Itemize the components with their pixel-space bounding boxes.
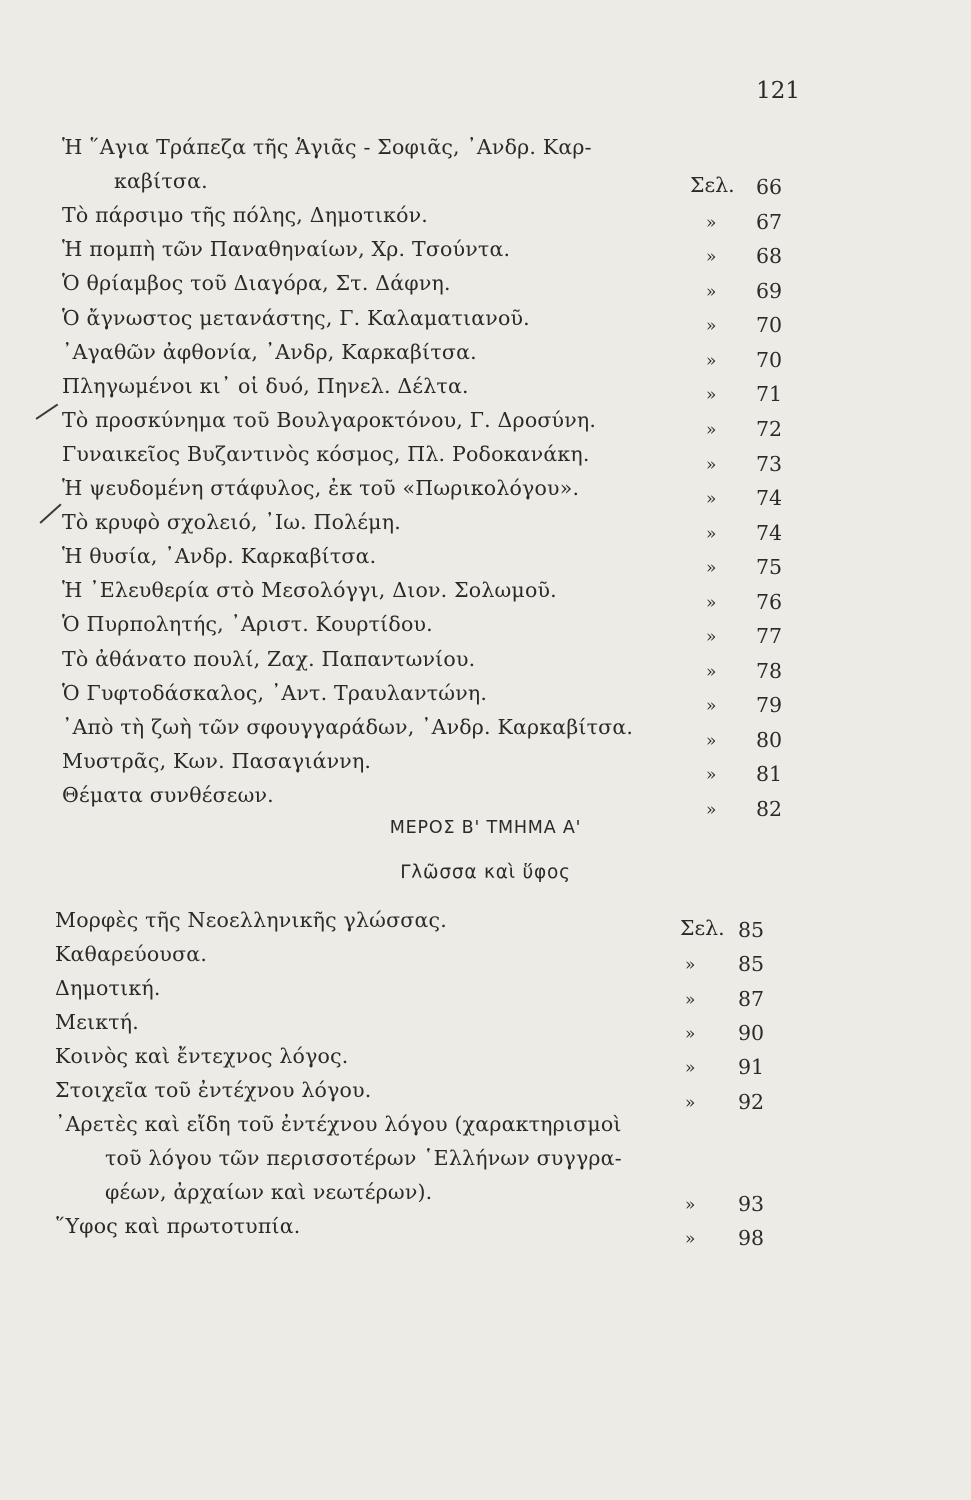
toc-entry-title: Τὸ κρυφὸ σχολειό, ᾿Ιω. Πολέμη. bbox=[62, 510, 401, 535]
toc-entry-page: 74 bbox=[756, 520, 783, 545]
toc-entry-title: Πληγωμένοι κι᾿ οἱ δυό, Πηνελ. Δέλτα. bbox=[62, 373, 469, 398]
toc-entry-ditto-mark: » bbox=[706, 765, 717, 786]
toc-entry-page: 81 bbox=[756, 762, 783, 787]
toc-entry-title: ῞Υφος καὶ πρωτοτυπία. bbox=[55, 1214, 301, 1238]
toc-entry-page: 67 bbox=[756, 209, 783, 234]
toc-entry-ditto-mark: » bbox=[706, 350, 717, 371]
toc-entry-title: Μυστρᾶς, Κων. Πασαγιάννη. bbox=[62, 748, 372, 773]
toc-entry-page: 70 bbox=[756, 313, 783, 338]
section-subtitle: Γλῶσσα καὶ ὕφος bbox=[400, 862, 571, 883]
toc-entry-title: Τὸ πάρσιμο τῆς πόλης, Δημοτικόν. bbox=[62, 203, 429, 228]
toc-entry-ditto-mark: » bbox=[706, 523, 717, 544]
toc-entry-title: Ὁ Γυφτοδάσκαλος, ᾿Αντ. Τραυλαντώνη. bbox=[62, 680, 488, 705]
toc-entry-ditto-mark: » bbox=[706, 730, 717, 751]
toc-entry-page: 79 bbox=[756, 693, 783, 718]
toc-entry-ditto-mark: » bbox=[706, 800, 717, 820]
toc-entry-ditto-mark: Σελ. bbox=[690, 173, 735, 198]
toc-entry-page: 90 bbox=[738, 1020, 765, 1045]
toc-entry-page: 92 bbox=[738, 1089, 765, 1114]
toc-entry-title: Γυναικεῖος Βυζαντινὸς κόσμος, Πλ. Ροδοκανάκη. bbox=[62, 441, 590, 466]
toc-entry-page: 93 bbox=[738, 1191, 765, 1216]
toc-entry-title: Τὸ προσκύνημα τοῦ Βουλγαροκτόνου, Γ. Δροσύνη. bbox=[62, 407, 597, 432]
toc-entry-page: 66 bbox=[756, 175, 783, 200]
toc-entry-title: Ἡ ῞Αγια Τράπεζα τῆς Ἁγιᾶς - Σοφιᾶς, ᾿Ανδρ. Καρ- bbox=[62, 135, 592, 159]
toc-entry-title: Μεικτή. bbox=[55, 1010, 140, 1034]
toc-entry-page: 87 bbox=[738, 986, 765, 1011]
toc-entry-page: 71 bbox=[756, 382, 783, 407]
toc-entry-page: 70 bbox=[756, 347, 783, 372]
toc-entry-ditto-mark: » bbox=[685, 1229, 696, 1250]
toc-entry-title: ᾿Αρετὲς καὶ εἴδη τοῦ ἐντέχνου λόγου (χαρακτηρισμοὶ bbox=[55, 1112, 622, 1136]
toc-entry-ditto-mark: » bbox=[685, 1023, 696, 1044]
toc-entry-title: καβίτσα. bbox=[114, 169, 208, 194]
toc-entry-ditto-mark: » bbox=[706, 558, 717, 579]
toc-entry-page: 78 bbox=[756, 658, 783, 683]
toc-entry-title: Στοιχεῖα τοῦ ἐντέχνου λόγου. bbox=[55, 1078, 372, 1102]
toc-entry-page: 68 bbox=[756, 244, 783, 269]
toc-entry-page: 73 bbox=[756, 451, 783, 476]
toc-entry-ditto-mark: » bbox=[685, 1092, 696, 1113]
toc-entry-title: Ἡ ᾿Ελευθερία στὸ Μεσολόγγι, Διον. Σολωμοῦ. bbox=[62, 578, 557, 603]
toc-entry-page: 74 bbox=[756, 486, 783, 511]
toc-entry-title: φέων, ἀρχαίων καὶ νεωτέρων). bbox=[105, 1180, 433, 1204]
toc-entry-title: τοῦ λόγου τῶν περισσοτέρων ῾Ελλήνων συγγρα- bbox=[105, 1146, 622, 1170]
toc-entry-page: 69 bbox=[756, 278, 783, 303]
toc-entry-ditto-mark: Σελ. bbox=[680, 916, 725, 940]
toc-entry-ditto-mark: » bbox=[706, 454, 717, 475]
toc-entry-page: 85 bbox=[738, 952, 765, 977]
toc-entry-page: 80 bbox=[756, 727, 783, 752]
toc-entry-title: Ἡ θυσία, ᾿Ανδρ. Καρκαβίτσα. bbox=[62, 544, 377, 569]
toc-entry-ditto-mark: » bbox=[706, 419, 717, 440]
toc-entry-ditto-mark: » bbox=[706, 247, 717, 268]
toc-entry-title: Μορφὲς τῆς Νεοελληνικῆς γλώσσας. bbox=[55, 908, 447, 932]
toc-entry-ditto-mark: » bbox=[706, 385, 717, 406]
toc-entry-title: Τὸ ἀθάνατο πουλί, Ζαχ. Παπαντωνίου. bbox=[62, 646, 476, 671]
toc-entry-page: 72 bbox=[756, 416, 783, 441]
toc-entry-ditto-mark: » bbox=[706, 281, 717, 302]
toc-entry-page: 75 bbox=[756, 555, 783, 580]
toc-entry-title: Ἡ ψευδομένη στάφυλος, ἐκ τοῦ «Πωρικολόγου». bbox=[62, 476, 580, 500]
toc-entry-page: 82 bbox=[756, 797, 783, 821]
toc-entry-title: Ὁ ἄγνωστος μετανάστης, Γ. Καλαματιανοῦ. bbox=[62, 305, 530, 330]
section-title: ΜΕΡΟΣ Β' ΤΜΗΜΑ Α' bbox=[389, 818, 582, 838]
toc-entry-ditto-mark: » bbox=[706, 212, 717, 233]
toc-entry-ditto-mark: » bbox=[706, 592, 717, 613]
toc-entry-ditto-mark: » bbox=[706, 489, 717, 510]
toc-entry-title: Ὁ θρίαμβος τοῦ Διαγόρα, Στ. Δάφνη. bbox=[62, 271, 451, 296]
toc-entry-title: ᾿Απὸ τὴ ζωὴ τῶν σφουγγαράδων, ᾿Ανδρ. Καρκαβίτσα. bbox=[62, 714, 634, 739]
toc-entry-page: 77 bbox=[756, 624, 783, 649]
toc-entry-ditto-mark: » bbox=[685, 1058, 696, 1079]
toc-entry-ditto-mark: » bbox=[706, 316, 717, 337]
toc-entry-page: 98 bbox=[738, 1226, 765, 1251]
toc-entry-ditto-mark: » bbox=[685, 989, 696, 1010]
toc-entry-page: 85 bbox=[738, 918, 765, 942]
toc-entry-ditto-mark: » bbox=[685, 1194, 696, 1215]
toc-entry-page: 91 bbox=[738, 1055, 765, 1080]
toc-entry-ditto-mark: » bbox=[706, 661, 717, 682]
toc-entry-title: ᾿Αγαθῶν ἀφθονία, ᾿Ανδρ, Καρκαβίτσα. bbox=[62, 339, 477, 364]
toc-entry-title: Ἡ πομπὴ τῶν Παναθηναίων, Χρ. Τσούντα. bbox=[62, 237, 511, 262]
toc-entry-title: Κοινὸς καὶ ἔντεχνος λόγος. bbox=[55, 1044, 349, 1068]
toc-entry-ditto-mark: » bbox=[685, 955, 696, 976]
toc-entry-title: Δημοτική. bbox=[55, 976, 161, 1000]
toc-entry-title: Ὁ Πυρπολητής, ᾿Αριστ. Κουρτίδου. bbox=[62, 612, 433, 637]
toc-entry-title: Καθαρεύουσα. bbox=[55, 942, 208, 966]
toc-entry-ditto-mark: » bbox=[706, 627, 717, 648]
toc-entry-ditto-mark: » bbox=[706, 696, 717, 717]
page-number: 121 bbox=[756, 78, 800, 104]
toc-entry-title: Θέματα συνθέσεων. bbox=[62, 782, 274, 807]
toc-entry-page: 76 bbox=[756, 589, 783, 614]
